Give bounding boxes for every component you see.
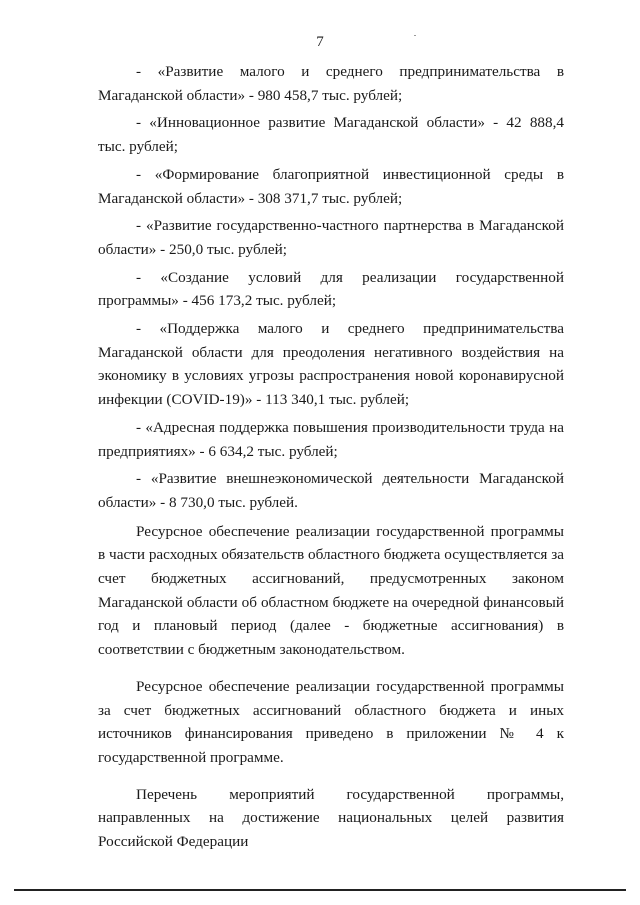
list-item-foreign-trade: - «Развитие внешнеэкономической деятельности Магаданской области» - 8 730,0 тыс. рублей. — [98, 470, 564, 511]
list-item-innovation: - «Инновационное развитие Магаданской области» - 42 888,4 тыс. рублей; — [98, 114, 564, 156]
list-item-public-private-partnership: - «Развитие государственно-частного партнерства в Магаданской области» - 250,0 тыс. рублей; — [98, 217, 564, 258]
list-item-covid-support: - «Поддержка малого и среднего предпринимательства Магаданской области для преодоления негативного воздействия на экономику в условиях угрозы распространения новой коронавирусной инфекции (COVID-19)» - 113 340,1 тыс. рублей; — [98, 320, 564, 409]
list-item-productivity-support: - «Адресная поддержка повышения производительности труда на предприятиях» - 6 634,2 тыс. рублей; — [98, 418, 564, 460]
scan-edge-line — [14, 889, 626, 891]
paragraph-activities-list: Перечень мероприятий государственной программы, направленных на достижение национальных целей развития Российской Федерации — [98, 785, 564, 851]
paragraph-resource-budget: Ресурсное обеспечение реализации государственной программы в части расходных обязательств областного бюджета осуществляется за счет бюджетных ассигнований, предусмотренных законом Магаданской области об областном бюджете на очередной финансовый год и плановый период (далее - бюджетные ассигнования) в соответствии с бюджетным законодательством. — [98, 522, 564, 659]
paragraph-resource-sources: Ресурсное обеспечение реализации государственной программы за счет бюджетных ассигнований областного бюджета и иных источников финансирования приведено в приложении № 4 к государственной программе. — [98, 677, 564, 766]
page-number: 7 — [316, 34, 324, 50]
list-item-investment-climate: - «Формирование благоприятной инвестиционной среды в Магаданской области» - 308 371,7 тыс. рублей; — [98, 165, 564, 207]
document-body — [98, 60, 564, 854]
scan-artifact — [414, 35, 416, 36]
list-item-program-conditions: - «Создание условий для реализации государственной программы» - 456 173,2 тыс. рублей; — [98, 268, 564, 310]
list-item-small-business: - «Развитие малого и среднего предпринимательства в Магаданской области» - 980 458,7 тыс. рублей; — [98, 63, 564, 104]
